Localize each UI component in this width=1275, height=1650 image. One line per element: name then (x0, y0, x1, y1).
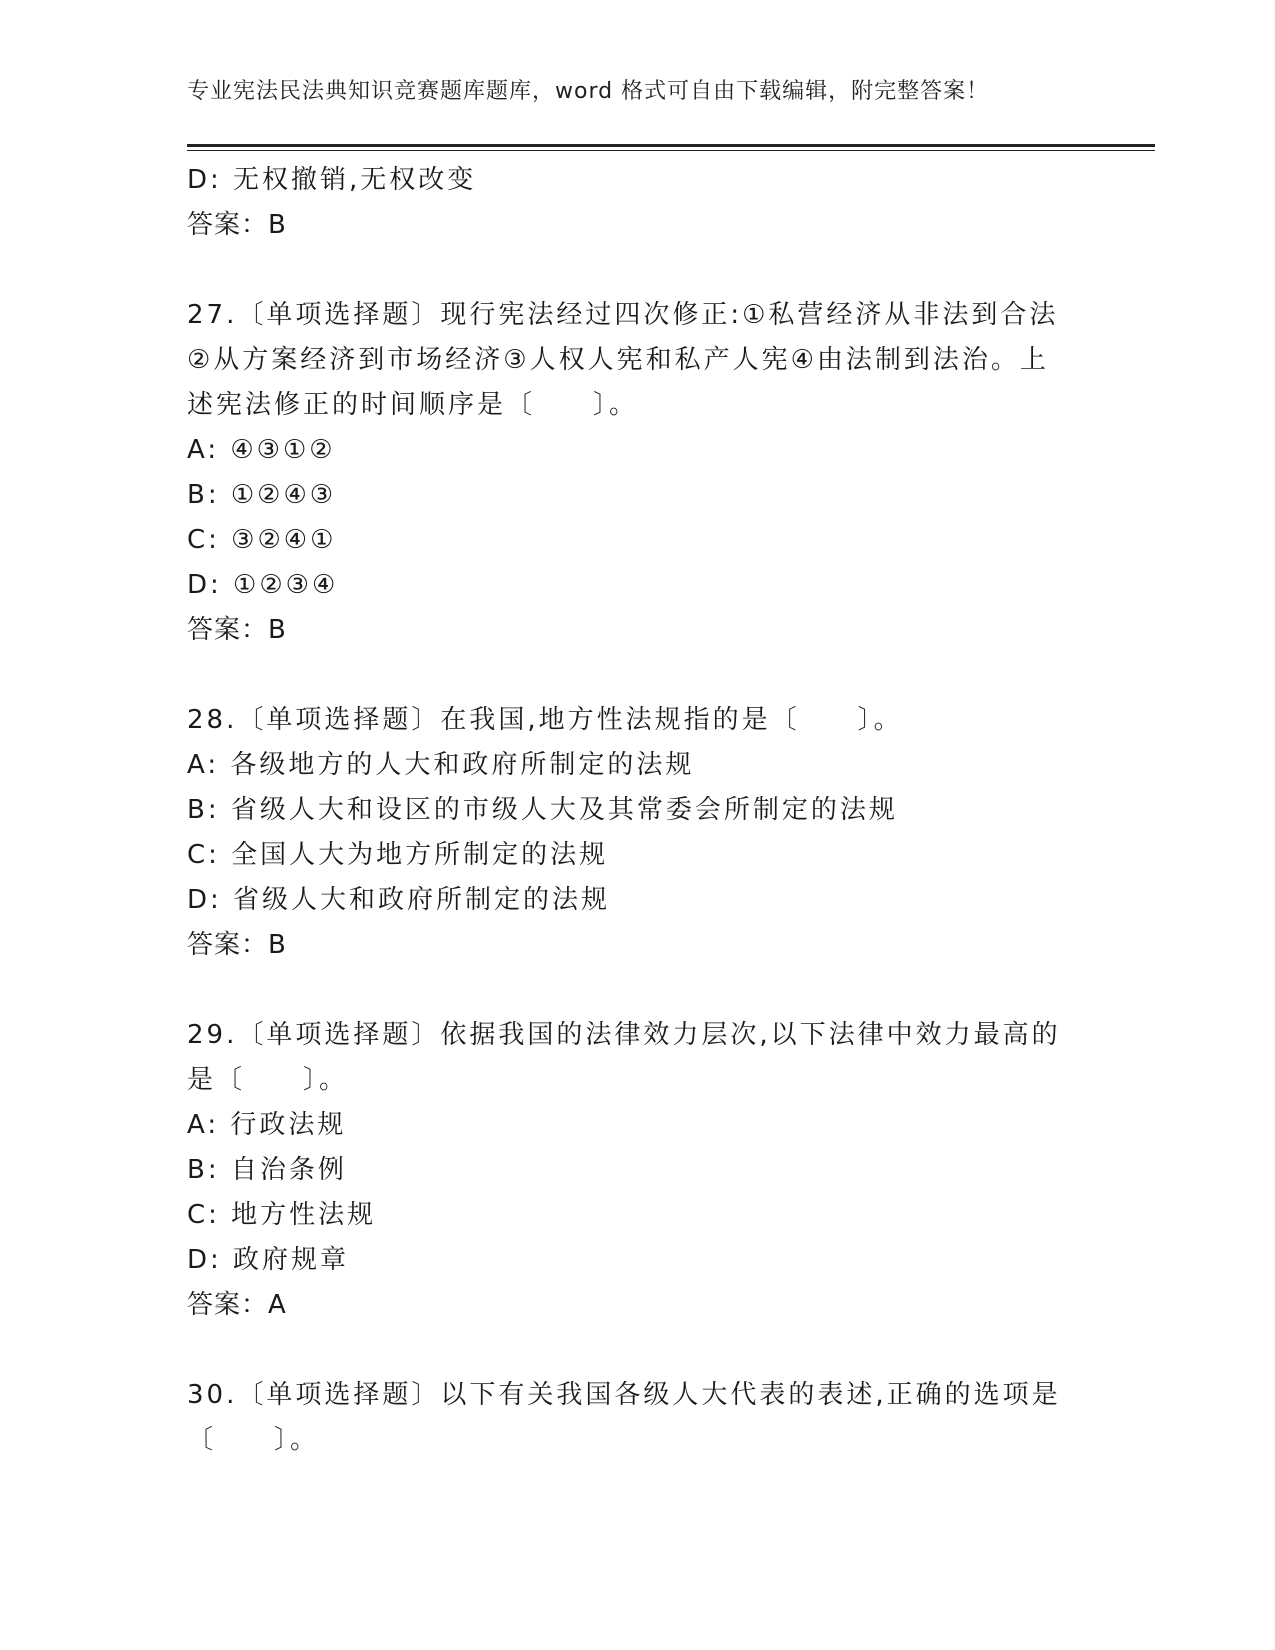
question-30 (187, 1373, 1107, 1463)
header-rule-thick (187, 144, 1155, 147)
page-header: 专业宪法民法典知识竞赛题库题库，word 格式可自由下载编辑，附完整答案！ (187, 79, 990, 104)
question-stem-line: 是〔 〕。 (187, 1065, 349, 1095)
question-stem-line: 28.〔单项选择题〕在我国,地方性法规指的是〔 〕。 (187, 705, 903, 735)
question-stem-line: 29.〔单项选择题〕依据我国的法律效力层次,以下法律中效力最高的 (187, 1020, 1061, 1050)
question-stem-line: 30.〔单项选择题〕以下有关我国各级人大代表的表述,正确的选项是 (187, 1380, 1061, 1410)
option-b: B: 自治条例 (187, 1155, 347, 1185)
option-d: D: ①②③④ (187, 570, 339, 600)
option-a: A: ④③①② (187, 435, 336, 465)
prev-option-d: D: 无权撤销,无权改变 (187, 165, 477, 195)
option-c: C: 全国人大为地方所制定的法规 (187, 840, 609, 870)
answer: 答案：B (187, 930, 287, 960)
answer: 答案：A (187, 1290, 287, 1320)
question-stem-line: 〔 〕。 (187, 1425, 320, 1455)
prev-answer: 答案：B (187, 210, 287, 240)
option-a: A: 各级地方的人大和政府所制定的法规 (187, 750, 695, 780)
answer: 答案：B (187, 615, 287, 645)
question-stem-line: ②从方案经济到市场经济③人权人宪和私产人宪④由法制到法治。上 (187, 345, 1049, 375)
option-d: D: 政府规章 (187, 1245, 350, 1275)
option-b: B: 省级人大和设区的市级人大及其常委会所制定的法规 (187, 795, 898, 825)
option-d: D: 省级人大和政府所制定的法规 (187, 885, 611, 915)
document-body (187, 158, 1107, 1463)
option-a: A: 行政法规 (187, 1110, 347, 1140)
option-c: C: ③②④① (187, 525, 337, 555)
question-28 (187, 698, 1107, 968)
question-29 (187, 1013, 1107, 1328)
question-stem-line: 述宪法修正的时间顺序是〔 〕。 (187, 390, 639, 420)
question-stem-line: 27.〔单项选择题〕现行宪法经过四次修正:①私营经济从非法到合法 (187, 300, 1059, 330)
option-c: C: 地方性法规 (187, 1200, 377, 1230)
question-27 (187, 293, 1107, 653)
header-rule-thin (187, 150, 1155, 151)
option-b: B: ①②④③ (187, 480, 337, 510)
